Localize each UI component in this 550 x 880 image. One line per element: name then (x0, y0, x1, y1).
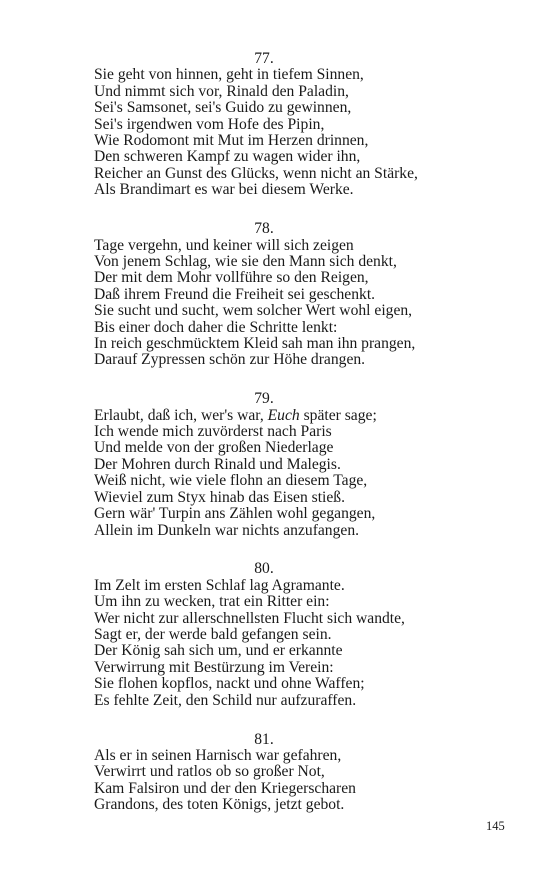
verse-line: Verwirrt und ratlos ob so großer Not, (94, 763, 325, 781)
verse-line: Reicher an Gunst des Glücks, wenn nicht an Stärke, (94, 164, 418, 182)
verse-line: Als Brandimart es war bei diesem Werke. (94, 181, 354, 199)
page-number: 145 (486, 819, 505, 833)
stanza-number: 80. (254, 560, 274, 578)
verse-line: Sei's irgendwen vom Hofe des Pipin, (94, 115, 325, 133)
verse-line: Bis einer doch daher die Schritte lenkt: (94, 318, 338, 336)
stanza-78 (94, 221, 434, 369)
verse-line: Es fehlte Zeit, den Schild nur aufzuraffen. (94, 691, 357, 709)
stanza-77 (94, 51, 434, 199)
verse-line: In reich geschmücktem Kleid sah man ihn prangen, (94, 334, 416, 352)
verse-line: Tage vergehn, und keiner will sich zeigen (94, 236, 354, 254)
verse-line: Von jenem Schlag, wie sie den Mann sich denkt, (94, 252, 397, 270)
verse-segment: Erlaubt, daß ich, wer's war, (94, 406, 268, 424)
verse-line: Wie Rodomont mit Mut im Herzen drinnen, (94, 132, 369, 150)
stanza-79 (94, 391, 434, 539)
verse-line: Und melde von der großen Niederlage (94, 439, 334, 457)
verse-line: Im Zelt im ersten Schlaf lag Agramante. (94, 576, 345, 594)
verse-line: Sie sucht und sucht, wem solcher Wert wohl eigen, (94, 302, 413, 320)
verse-segment: später sage; (299, 406, 377, 424)
verse-line: Sie geht von hinnen, geht in tiefem Sinnen, (94, 66, 364, 84)
verse-line: Und nimmt sich vor, Rinald den Paladin, (94, 82, 349, 100)
verse-line: Wieviel zum Styx hinab das Eisen stieß. (94, 488, 345, 506)
verse-line: Verwirrung mit Bestürzung im Verein: (94, 658, 334, 676)
stanza-number: 79. (254, 390, 274, 408)
poem-body (94, 51, 434, 836)
verse-line: Grandons, des toten Königs, jetzt gebot. (94, 796, 345, 814)
verse-line: Der Mohren durch Rinald und Malegis. (94, 455, 341, 473)
verse-emphasis: Euch (267, 406, 300, 424)
verse-line: Den schweren Kampf zu wagen wider ihn, (94, 148, 361, 166)
verse-line: Wer nicht zur allerschnellsten Flucht sich wandte, (94, 609, 405, 627)
verse-line: Der König sah sich um, und er erkannte (94, 642, 343, 660)
verse-line (94, 408, 434, 424)
stanza-number: 81. (254, 730, 274, 748)
verse-line: Sagt er, der werde bald gefangen sein. (94, 626, 332, 644)
stanza-number: 78. (254, 220, 274, 238)
verse-line: Um ihn zu wecken, trat ein Ritter ein: (94, 593, 330, 611)
verse-line: Als er in seinen Harnisch war gefahren, (94, 746, 342, 764)
stanza-number: 77. (254, 50, 274, 67)
stanza-81 (94, 732, 434, 814)
verse-line: Allein im Dunkeln war nichts anzufangen. (94, 521, 360, 539)
verse-line: Der mit dem Mohr vollführe so den Reigen, (94, 269, 369, 287)
verse-line: Sie flohen kopflos, nackt und ohne Waffen; (94, 675, 365, 693)
stanza-80 (94, 561, 434, 709)
verse-line: Daß ihrem Freund die Freiheit sei geschenkt. (94, 285, 376, 303)
verse-line: Sei's Samsonet, sei's Guido zu gewinnen, (94, 99, 352, 117)
verse-line: Darauf Zypressen schön zur Höhe drangen. (94, 351, 366, 369)
verse-line: Kam Falsiron und der den Kriegerscharen (94, 779, 356, 797)
verse-line: Gern wär' Turpin ans Zählen wohl gegangen, (94, 505, 376, 523)
verse-line: Ich wende mich zuvörderst nach Paris (94, 423, 332, 441)
verse-line: Weiß nicht, wie viele flohn an diesem Tage, (94, 472, 368, 490)
